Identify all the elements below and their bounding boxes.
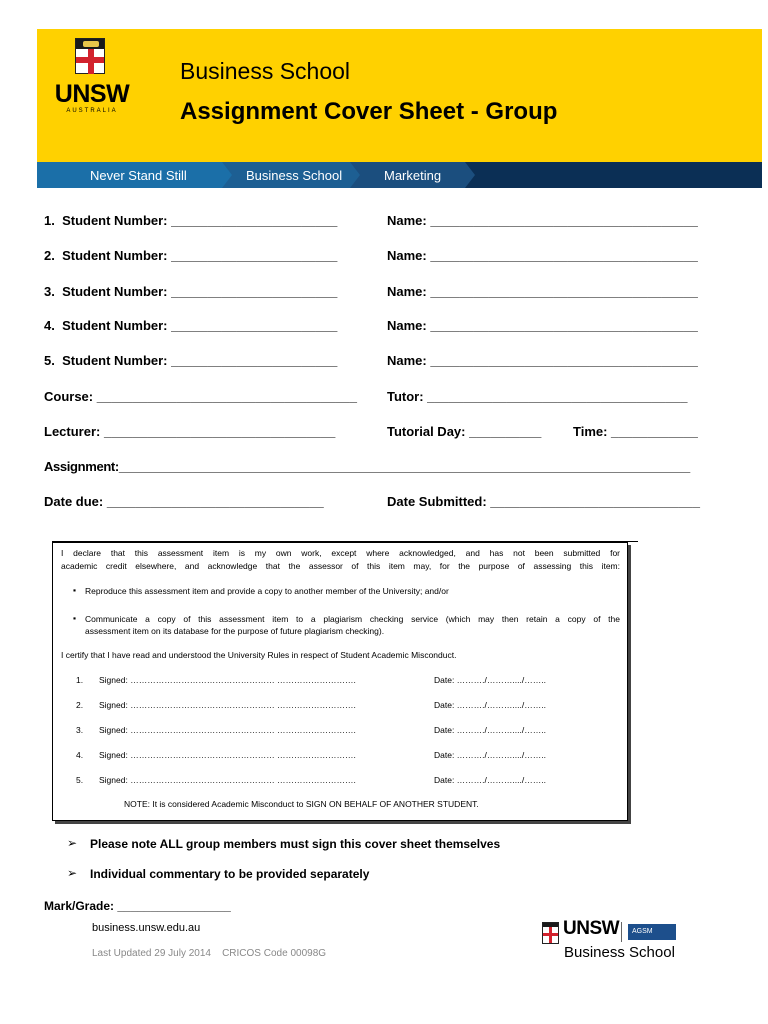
tutorial-day-field[interactable]: Tutorial Day: __________: [387, 424, 542, 439]
signature-line-3[interactable]: Signed: …………………………………………… ……………………….: [99, 725, 356, 735]
unsw-logo-text: UNSW: [54, 80, 130, 108]
signature-line-2[interactable]: Signed: …………………………………………… ……………………….: [99, 700, 356, 710]
page-title: Assignment Cover Sheet - Group: [180, 98, 558, 125]
note-group-sign: Please note ALL group members must sign this cover sheet themselves: [90, 837, 501, 851]
signature-number: 3.: [76, 725, 84, 735]
student-number-field-1[interactable]: 1. Student Number: _______________________: [44, 213, 338, 228]
declaration-bullet-1: Reproduce this assessment item and provide a copy to another member of the University; and/or: [85, 586, 449, 596]
student-name-field-2[interactable]: Name: _____________________________________: [387, 248, 698, 263]
signature-date-4[interactable]: Date: ………./………..../……..: [434, 750, 546, 760]
school-title: Business School: [180, 58, 351, 84]
nav-chevron-icon: [350, 162, 360, 188]
nav-item-never-stand-still[interactable]: Never Stand Still: [90, 168, 187, 183]
footer-url[interactable]: business.unsw.edu.au: [92, 922, 201, 934]
date-due-field[interactable]: Date due: ______________________________: [44, 494, 324, 509]
student-number-field-3[interactable]: 3. Student Number: _______________________: [44, 284, 338, 299]
unsw-crest-icon: [542, 922, 559, 944]
declaration-bullet-2a: Communicate a copy of this assessment item to a plagiarism checking service (which may then retain a copy of the: [85, 614, 620, 624]
declaration-line-2: academic credit elsewhere, and acknowledge that the assessor of this item may, for the purpose of assessing this item:: [61, 561, 620, 571]
date-submitted-field[interactable]: Date Submitted: _____________________________: [387, 494, 700, 509]
declaration-line-1: I declare that this assessment item is my own work, except where acknowledged, and has not been submitted for: [61, 548, 620, 558]
note-individual-commentary: Individual commentary to be provided separately: [90, 867, 370, 881]
bullet-icon: ▪: [73, 613, 77, 623]
student-name-field-3[interactable]: Name: _____________________________________: [387, 284, 698, 299]
signature-date-1[interactable]: Date: ………./………..../……..: [434, 675, 546, 685]
student-number-field-5[interactable]: 5. Student Number: _______________________: [44, 353, 338, 368]
agsm-logo: AGSM: [628, 924, 676, 940]
signature-date-5[interactable]: Date: ………./………..../……..: [434, 775, 546, 785]
footer-logo-school: Business School: [564, 944, 675, 961]
student-name-field-5[interactable]: Name: _____________________________________: [387, 353, 698, 368]
certify-statement: I certify that I have read and understood the University Rules in respect of Student Academic Misconduct.: [61, 650, 457, 660]
misconduct-note: NOTE: It is considered Academic Misconduct to SIGN ON BEHALF OF ANOTHER STUDENT.: [124, 799, 479, 809]
bullet-icon: ▪: [73, 585, 77, 595]
signature-number: 4.: [76, 750, 84, 760]
footer-logo-unsw: UNSW: [563, 918, 620, 939]
nav-chevron-icon: [465, 162, 475, 188]
signature-date-3[interactable]: Date: ………./………..../……..: [434, 725, 546, 735]
student-number-field-2[interactable]: 2. Student Number: _______________________: [44, 248, 338, 263]
footer-updated: Last Updated 29 July 2014 CRICOS Code 00098G: [92, 948, 327, 959]
student-name-field-1[interactable]: Name: _____________________________________: [387, 213, 698, 228]
tutor-field[interactable]: Tutor: ____________________________________: [387, 389, 688, 404]
arrow-bullet-icon: ➢: [67, 866, 78, 880]
signature-date-2[interactable]: Date: ………./………..../……..: [434, 700, 546, 710]
student-number-field-4[interactable]: 4. Student Number: _______________________: [44, 318, 338, 333]
signature-line-4[interactable]: Signed: …………………………………………… ……………………….: [99, 750, 356, 760]
nav-item-marketing[interactable]: Marketing: [384, 168, 442, 183]
nav-chevron-icon: [222, 162, 232, 188]
unsw-logo-subtext: AUSTRALIA: [66, 108, 118, 114]
declaration-bullet-2b: assessment item on its database for the purpose of future plagiarism checking).: [85, 626, 385, 636]
signature-line-5[interactable]: Signed: …………………………………………… ……………………….: [99, 775, 356, 785]
signature-number: 1.: [76, 675, 84, 685]
signature-number: 5.: [76, 775, 84, 785]
course-field[interactable]: Course: ____________________________________: [44, 389, 358, 404]
divider: [621, 922, 622, 942]
header-banner: [37, 29, 762, 162]
nav-item-business-school[interactable]: Business School: [246, 168, 343, 183]
unsw-crest-icon: [75, 38, 105, 74]
assignment-field[interactable]: Assignment:___________________________________________________________________________________: [44, 459, 690, 474]
signature-line-1[interactable]: Signed: …………………………………………… ……………………….: [99, 675, 356, 685]
lecturer-field[interactable]: Lecturer: ________________________________: [44, 424, 336, 439]
student-name-field-4[interactable]: Name: _____________________________________: [387, 318, 698, 333]
time-field[interactable]: Time: ____________: [573, 424, 698, 439]
signature-number: 2.: [76, 700, 84, 710]
arrow-bullet-icon: ➢: [67, 836, 78, 850]
mark-grade-field[interactable]: Mark/Grade: _________________: [44, 899, 231, 913]
